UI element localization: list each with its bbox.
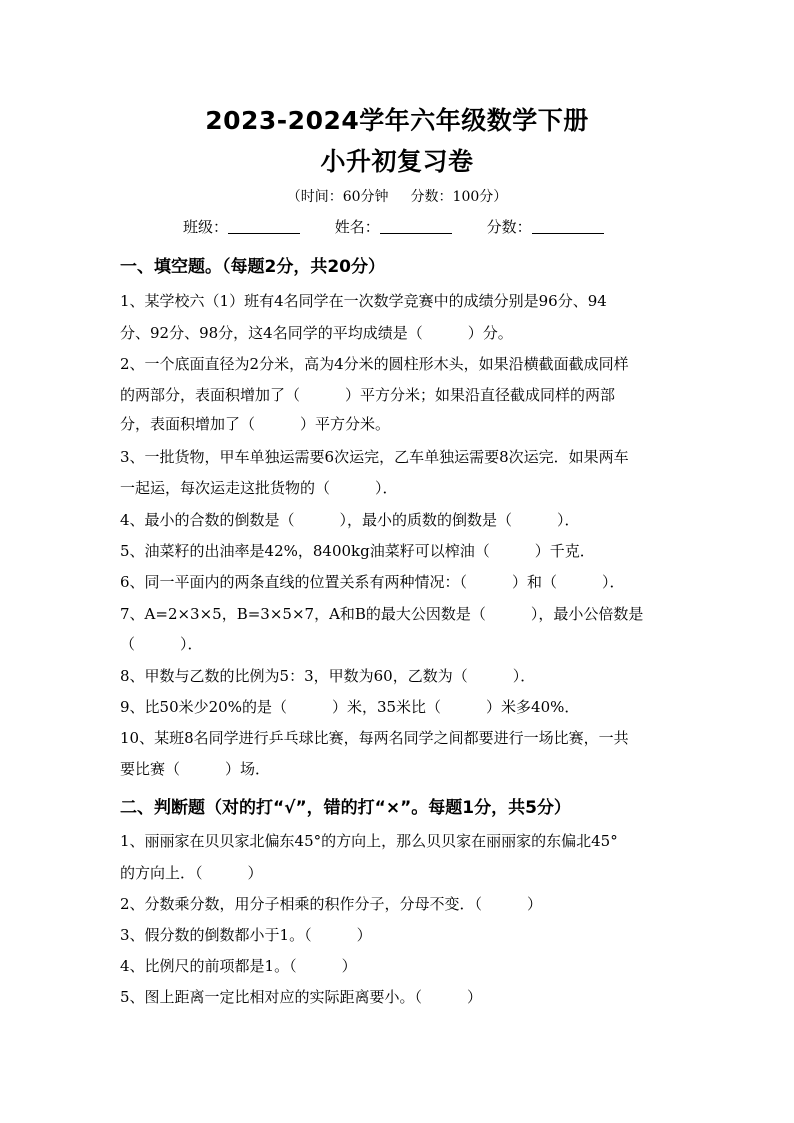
class-label: 班级： xyxy=(183,218,229,236)
question-line: 10、某班8名同学进行乒乓球比赛，每两名同学之间都要进行一场比赛，一共 xyxy=(120,729,629,747)
question-line: 8、甲数与乙数的比例为5：3，甲数为60，乙数为（ ）． xyxy=(120,667,536,685)
exam-meta xyxy=(0,186,794,206)
class-field xyxy=(183,216,300,237)
name-field xyxy=(335,216,452,237)
question-line: 1、丽丽家在贝贝家北偏东45°的方向上，那么贝贝家在丽丽家的东偏北45° xyxy=(120,832,618,850)
question-line: 4、比例尺的前项都是1。（ ） xyxy=(120,957,357,975)
score-field xyxy=(487,216,604,237)
question-line: 的两部分，表面积增加了（ ）平方分米；如果沿直径截成同样的两部 xyxy=(120,386,616,404)
question-line: （ ）． xyxy=(120,635,203,653)
question-line: 分、92分、98分，这4名同学的平均成绩是（ ）分。 xyxy=(120,324,513,342)
question-line: 6、同一平面内的两条直线的位置关系有两种情况：（ ）和（ ）． xyxy=(120,573,625,591)
student-info-row xyxy=(183,216,634,237)
question-line: 1、某学校六（1）班有4名同学在一次数学竞赛中的成绩分别是96分、94 xyxy=(120,292,607,310)
time-info: （时间：60分钟 xyxy=(286,189,389,205)
question-line: 分，表面积增加了（ ）平方分米。 xyxy=(120,415,391,433)
section-heading-fill-blank: 一、填空题。（每题2分，共20分） xyxy=(120,257,385,277)
question-line: 3、一批货物，甲车单独运需要6次运完，乙车单独运需要8次运完．如果两车 xyxy=(120,448,629,466)
question-line: 的方向上．（ ） xyxy=(120,864,263,882)
question-line: 2、一个底面直径为2分米，高为4分米的圆柱形木头，如果沿横截面截成同样 xyxy=(120,355,629,373)
question-line: 7、A=2×3×5，B=3×5×7，A和B的最大公因数是（ ），最小公倍数是 xyxy=(120,605,644,623)
question-line: 3、假分数的倒数都小于1。（ ） xyxy=(120,926,372,944)
name-blank[interactable] xyxy=(380,219,452,234)
question-line: 2、分数乘分数，用分子相乘的积作分子，分母不变．（ ） xyxy=(120,895,543,913)
question-line: 9、比50米少20%的是（ ）米，35米比（ ）米多40%． xyxy=(120,698,580,716)
score-info: 分数：100分） xyxy=(410,189,508,205)
section-heading-true-false: 二、判断题（对的打“√”，错的打“×”。每题1分，共5分） xyxy=(120,798,571,818)
name-label: 姓名： xyxy=(334,218,380,236)
question-line: 5、图上距离一定比相对应的实际距离要小。（ ） xyxy=(120,988,483,1006)
page-subtitle: 小升初复习卷 xyxy=(320,147,474,176)
question-line: 4、最小的合数的倒数是（ ），最小的质数的倒数是（ ）． xyxy=(120,511,580,529)
score-label: 分数： xyxy=(486,218,532,236)
question-line: 一起运，每次运走这批货物的（ ）． xyxy=(120,479,398,497)
class-blank[interactable] xyxy=(228,219,300,234)
page-title: 2023-2024学年六年级数学下册 xyxy=(205,106,589,135)
score-blank[interactable] xyxy=(532,219,604,234)
question-line: 要比赛（ ）场． xyxy=(120,760,271,778)
question-line: 5、油菜籽的出油率是42%，8400kg油菜籽可以榨油（ ）千克． xyxy=(120,542,595,560)
